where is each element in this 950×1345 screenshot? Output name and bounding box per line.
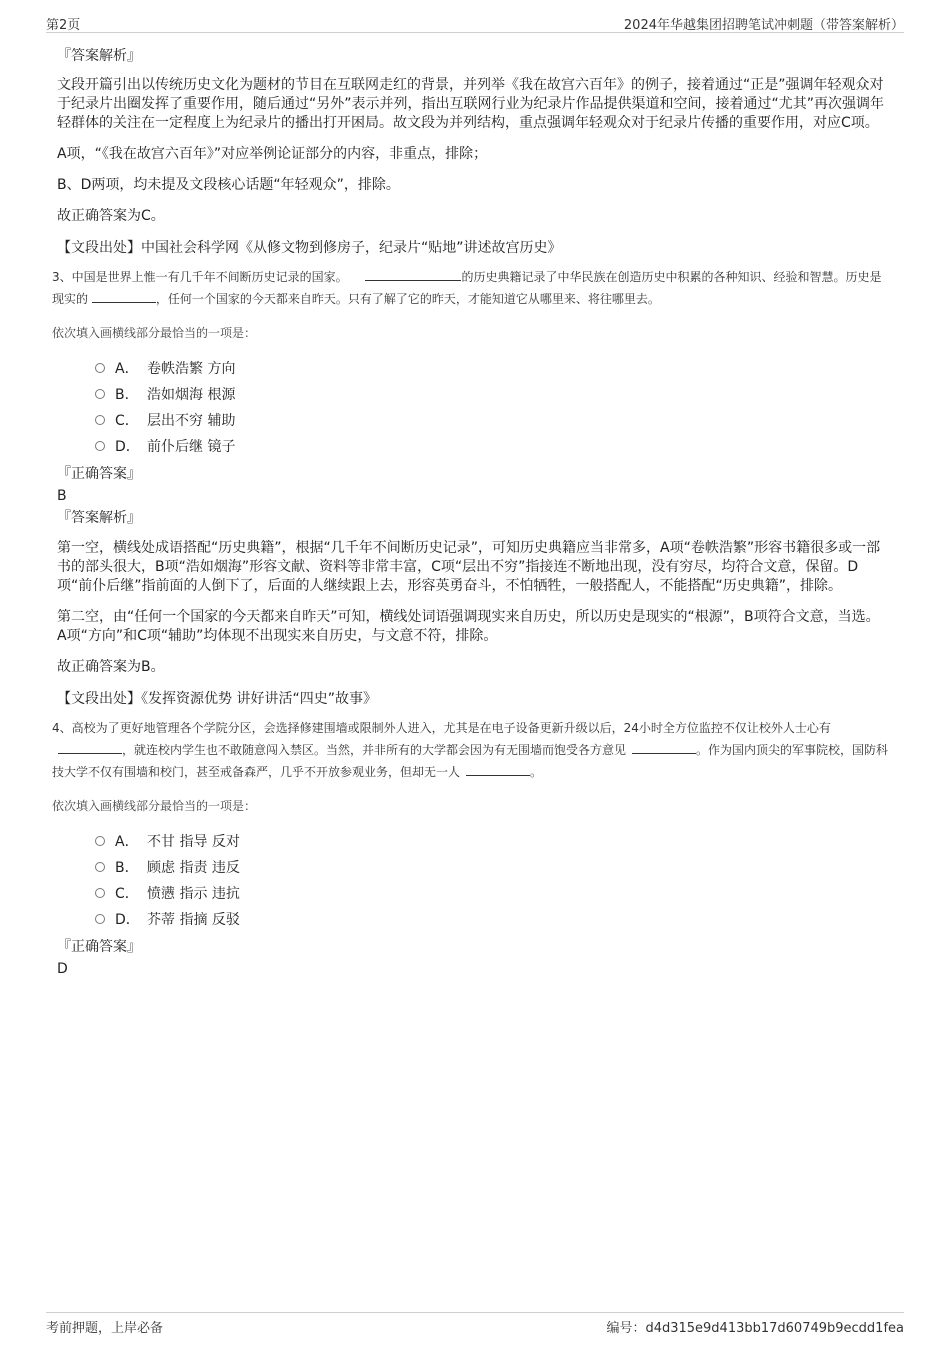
option-letter: B． [115,860,139,876]
radio-button-icon[interactable] [95,888,105,898]
document-title: 2024年华越集团招聘笔试冲刺题（带答案解析） [623,18,904,33]
analysis-paragraph: 文段开篇引出以传统历史文化为题材的节目在互联网走红的背景，并列举《我在故宫六百年》的例子，接着通过“正是”强调年轻观众对于纪录片出圈发挥了重要作用，随后通过“另外”表示并列，指出互联网行业为纪录片作品提供渠道和空间，接着通过“尤其”再次强调年轻群体的关注在一定程度上为纪录片的播出打开困局。故文段为并列结构，重点强调年轻观众对于纪录片传播的重要作用，对应C项。 [57,77,885,131]
page-header [46,12,904,33]
fill-blank [466,761,530,776]
question-4-options [95,828,887,932]
option-letter: A． [115,361,139,377]
question-3-prompt: 依次填入画横线部分最恰当的一项是： [52,326,257,340]
question-4-part: 。 [530,765,543,779]
question-4-part: 4、高校为了更好地管理各个学院分区，会选择修建围墙或限制外人进入，尤其是在电子设备更新升级以后，24小时全方位监控不仅让校外人士心有 [52,721,831,735]
correct-answer-label: 『正确答案』 [57,466,141,482]
page-footer [46,1312,904,1337]
question-3-part: ，任何一个国家的今天都来自昨天。只有了解了它的昨天，才能知道它从哪里来、将往哪里去。 [155,292,660,306]
analysis-paragraph: B、D两项，均未提及文段核心话题“年轻观众”，排除。 [57,177,400,193]
correct-answer: D [57,961,68,977]
option-text: 卷帙浩繁 方向 [147,361,236,377]
option-b[interactable] [95,854,887,880]
correct-answer-label: 『正确答案』 [57,939,141,955]
option-c[interactable] [95,407,887,433]
option-b[interactable] [95,381,887,407]
question-3-text [52,266,892,310]
radio-button-icon[interactable] [95,363,105,373]
analysis-paragraph: 第二空，由“任何一个国家的今天都来自昨天”可知，横线处词语强调现实来自历史，所以历史是现实的“根源”，B项符合文意，当选。A项“方向”和C项“辅助”均体现不出现实来自历史，与文意不符，排除。 [57,609,880,644]
analysis-conclusion: 故正确答案为B。 [57,659,165,675]
footer-slogan: 考前押题，上岸必备 [46,1321,164,1336]
radio-button-icon[interactable] [95,415,105,425]
source-citation: 【文段出处】《发挥资源优势 讲好讲活“四史”故事》 [57,691,377,707]
question-3-part: 的历史典籍记录了中华民族在创造历史中积累的各种知识、经验和智慧。历史是现实的 [52,270,882,306]
option-c[interactable] [95,880,887,906]
option-letter: D． [115,912,140,928]
option-letter: A． [115,834,139,850]
question-4-part: ，就连校内学生也不敢随意闯入禁区。当然，并非所有的大学都会因为有无围墙而饱受各方意见 [122,743,627,757]
question-3-options [95,355,887,459]
option-text: 芥蒂 指摘 反驳 [147,912,240,928]
fill-blank [58,739,122,754]
option-text: 浩如烟海 根源 [147,387,236,403]
question-4-prompt: 依次填入画横线部分最恰当的一项是： [52,799,257,813]
radio-button-icon[interactable] [95,914,105,924]
option-d[interactable] [95,906,887,932]
page-number: 第2页 [46,18,81,33]
document-id: 编号：d4d315e9d413bb17d60749b9ecdd1fea [606,1321,904,1336]
option-letter: C． [115,886,139,902]
radio-button-icon[interactable] [95,862,105,872]
analysis-conclusion: 故正确答案为C。 [57,208,165,224]
analysis-paragraph: 第一空，横线处成语搭配“历史典籍”，根据“几千年不间断历史记录”，可知历史典籍应当非常多，A项“卷帙浩繁”形容书籍很多或一部书的部头很大，B项“浩如烟海”形容文献、资料等非常丰富，C项“层出不穷”指接连不断地出现，没有穷尽，均符合文意，保留。D项“前仆后继”指前面的人倒下了，后面的人继续跟上去，形容英勇奋斗，不怕牺牲，一般搭配人，不能搭配“历史典籍”，排除。 [57,540,881,594]
option-text: 愤懑 指示 违抗 [147,886,240,902]
option-text: 层出不穷 辅助 [147,413,236,429]
radio-button-icon[interactable] [95,389,105,399]
question-4-text [52,717,892,783]
page-content [52,46,889,982]
option-letter: D． [115,439,140,455]
fill-blank [92,288,156,303]
analysis-paragraph: A项，“《我在故宫六百年》”对应举例论证部分的内容，非重点，排除； [57,146,488,162]
analysis-label: 『答案解析』 [57,48,141,64]
correct-answer: B [57,488,67,504]
source-citation: 【文段出处】中国社会科学网《从修文物到修房子，纪录片“贴地”讲述故宫历史》 [57,240,562,256]
question-3-part: 3、中国是世界上惟一有几千年不间断历史记录的国家。 [52,270,348,284]
fill-blank [632,739,696,754]
fill-blank [365,266,461,281]
option-letter: B． [115,387,139,403]
radio-button-icon[interactable] [95,836,105,846]
question-4-part: 。作为国内顶尖的军事院校，国防科技大学不仅有围墙和校门，甚至戒备森严，几乎不开放参观业务，但却无一人 [52,743,889,779]
analysis-label: 『答案解析』 [57,510,141,526]
radio-button-icon[interactable] [95,441,105,451]
option-text: 前仆后继 镜子 [147,439,236,455]
option-d[interactable] [95,433,887,459]
option-letter: C． [115,413,139,429]
option-a[interactable] [95,828,887,854]
option-a[interactable] [95,355,887,381]
option-text: 顾虑 指责 违反 [147,860,240,876]
option-text: 不甘 指导 反对 [147,834,240,850]
